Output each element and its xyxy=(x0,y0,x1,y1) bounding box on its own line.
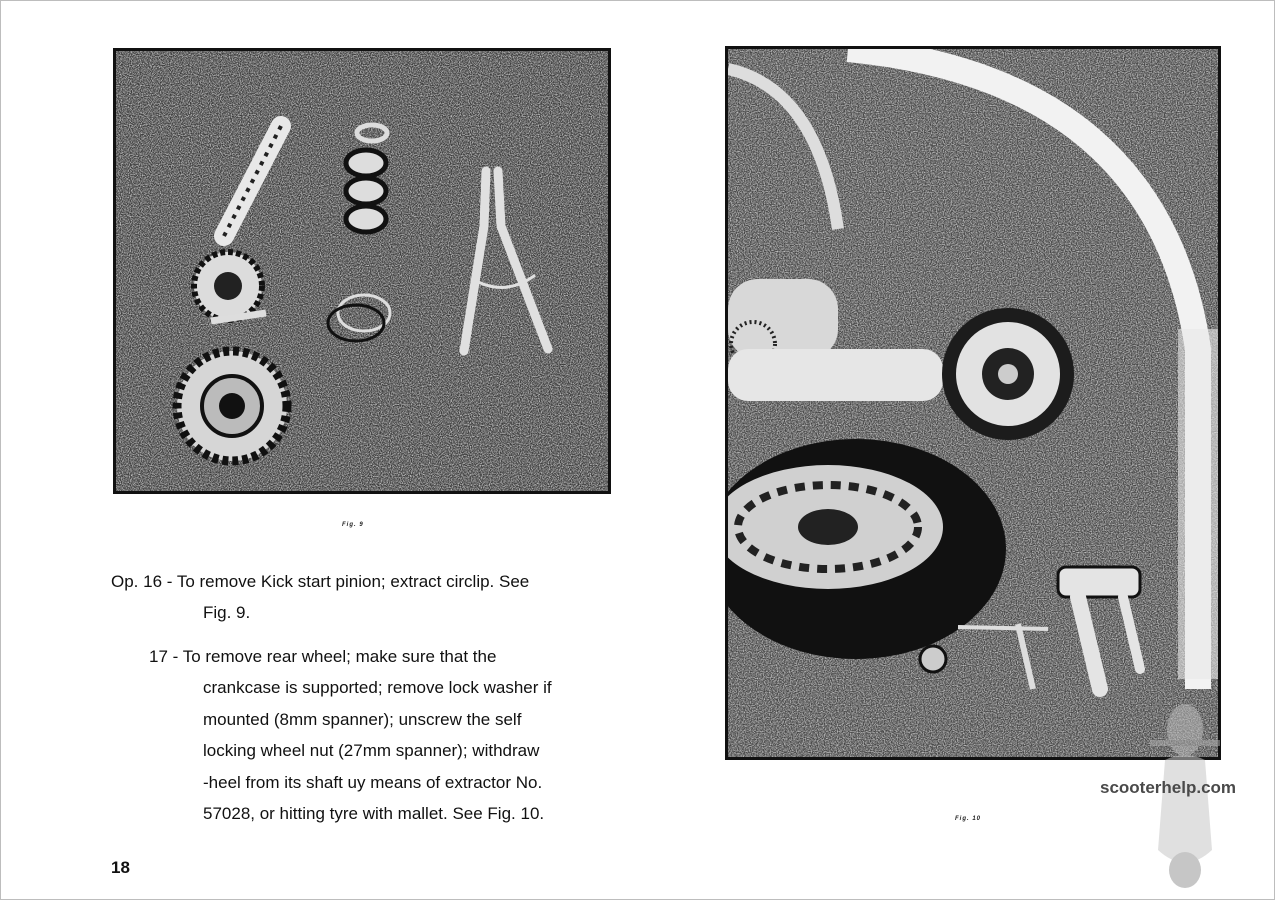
large-gear-icon xyxy=(177,351,287,461)
figure-9-caption: Fig. 9 xyxy=(342,522,364,528)
op17-line-4: locking wheel nut (27mm spanner); withdraw xyxy=(203,741,540,760)
page-number: 18 xyxy=(111,858,130,877)
op17-line-1: 17 - To remove rear wheel; make sure that the xyxy=(149,647,497,666)
op17-line-6: 57028, or hitting tyre with mallet. See Fig. 10. xyxy=(203,804,545,823)
op16-line-2: Fig. 9. xyxy=(203,603,251,622)
site-watermark[interactable]: scooterhelp.com xyxy=(1100,778,1237,797)
op17-line-3: mounted (8mm spanner); unscrew the self xyxy=(203,710,522,729)
figure-10-photo xyxy=(725,46,1221,760)
figure-10-caption: Fig. 10 xyxy=(955,816,982,822)
op17-line-2: crankcase is supported; remove lock washer if xyxy=(203,678,552,697)
figure-9-photo xyxy=(113,48,611,494)
pinion-gear-icon xyxy=(194,252,266,321)
brake-hub-icon xyxy=(942,308,1074,440)
op16-line-1: Op. 16 - To remove Kick start pinion; extract circlip. See xyxy=(111,572,530,591)
op17-line-5: -heel from its shaft uy means of extractor No. xyxy=(203,773,543,792)
